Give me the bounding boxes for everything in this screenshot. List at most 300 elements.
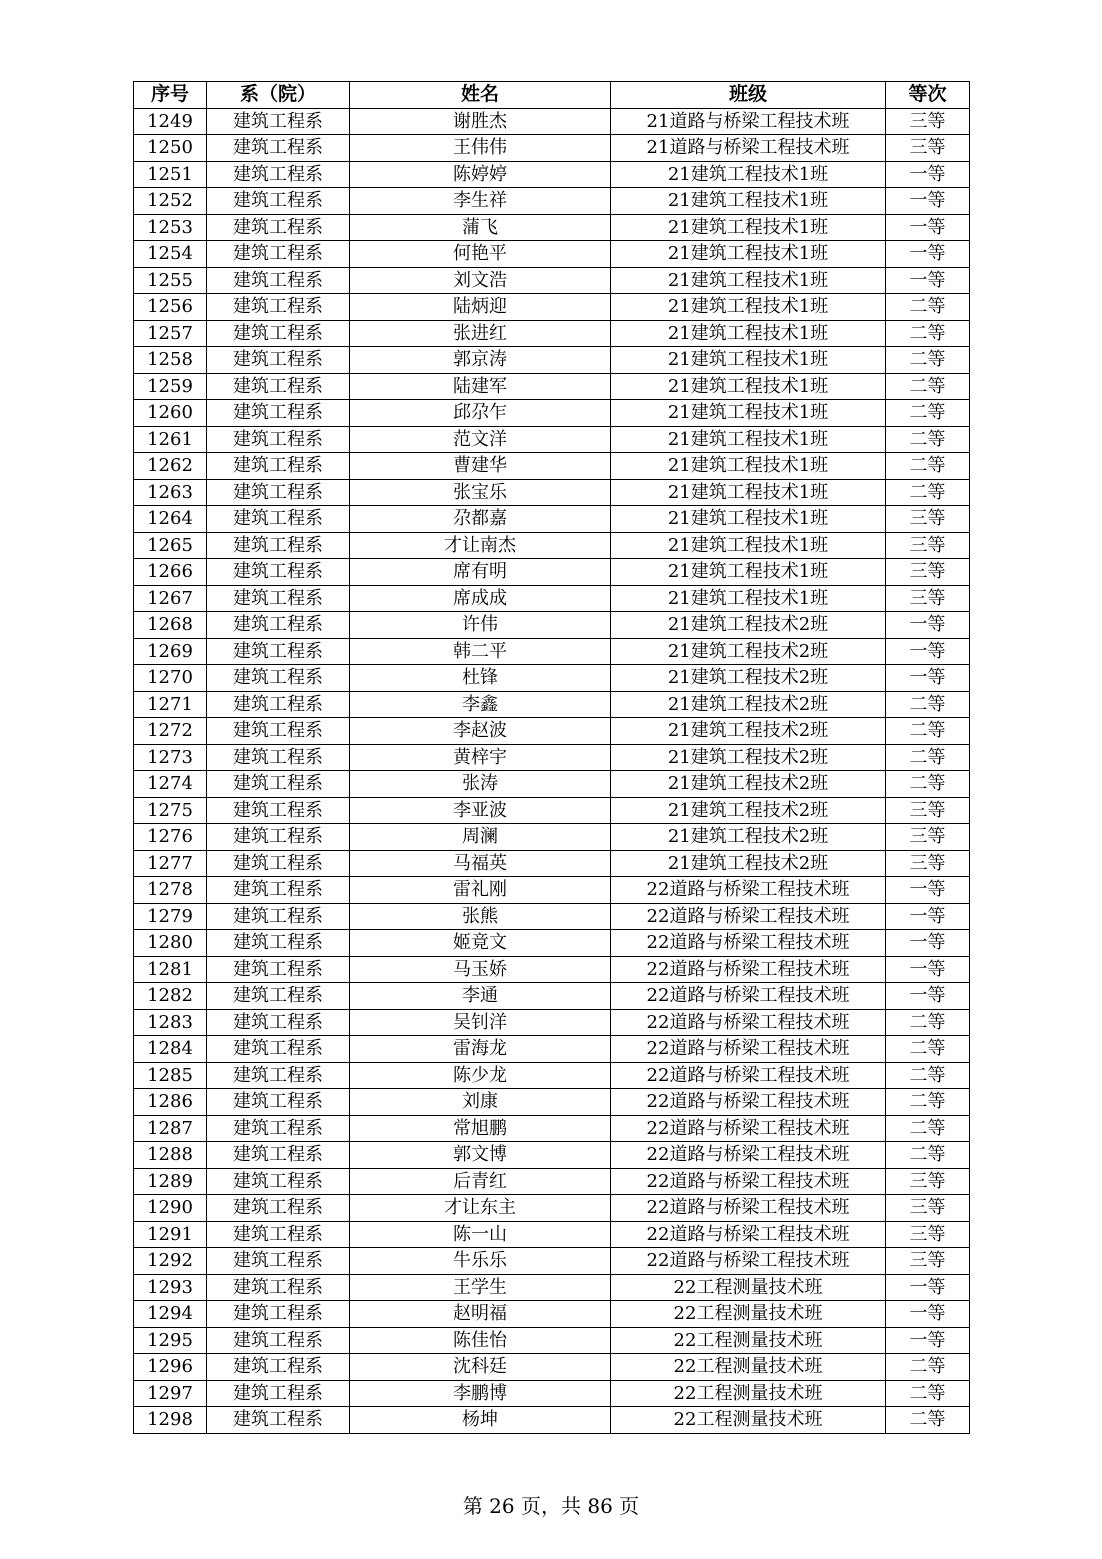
serial-number-cell: 1270 [134,665,207,692]
class-cell: 22道路与桥梁工程技术班 [611,1168,886,1195]
serial-number-cell: 1254 [134,241,207,268]
table-row [134,1248,970,1275]
department-cell: 建筑工程系 [207,1142,350,1169]
grade-cell: 三等 [886,1248,970,1275]
table-row [134,850,970,877]
table-row [134,1274,970,1301]
serial-number-cell: 1286 [134,1089,207,1116]
name-cell: 李鹏博 [350,1380,611,1407]
serial-number-cell: 1272 [134,718,207,745]
class-cell: 22道路与桥梁工程技术班 [611,1221,886,1248]
table-row [134,532,970,559]
grade-cell: 三等 [886,850,970,877]
grade-cell: 二等 [886,1009,970,1036]
table-row [134,797,970,824]
grade-cell: 一等 [886,241,970,268]
department-cell: 建筑工程系 [207,850,350,877]
table-row [134,373,970,400]
class-cell: 21建筑工程技术2班 [611,744,886,771]
serial-number-cell: 1293 [134,1274,207,1301]
department-cell: 建筑工程系 [207,1221,350,1248]
class-cell: 21建筑工程技术1班 [611,373,886,400]
serial-number-cell: 1289 [134,1168,207,1195]
department-cell: 建筑工程系 [207,1274,350,1301]
grade-cell: 一等 [886,930,970,957]
grade-cell: 二等 [886,1115,970,1142]
grade-cell: 二等 [886,1380,970,1407]
table-row [134,161,970,188]
class-cell: 22工程测量技术班 [611,1327,886,1354]
page-number-footer: 第 26 页，共 86 页 [462,1494,640,1518]
grade-cell: 二等 [886,479,970,506]
department-cell: 建筑工程系 [207,1009,350,1036]
class-cell: 21建筑工程技术1班 [611,426,886,453]
table-row [134,294,970,321]
department-cell: 建筑工程系 [207,744,350,771]
table-row [134,585,970,612]
serial-number-cell: 1249 [134,108,207,135]
name-cell: 赵明福 [350,1301,611,1328]
serial-number-cell: 1290 [134,1195,207,1222]
serial-number-cell: 1264 [134,506,207,533]
class-cell: 22道路与桥梁工程技术班 [611,983,886,1010]
department-cell: 建筑工程系 [207,188,350,215]
class-cell: 21建筑工程技术2班 [611,797,886,824]
class-cell: 22道路与桥梁工程技术班 [611,956,886,983]
name-cell: 陈佳怡 [350,1327,611,1354]
serial-number-cell: 1273 [134,744,207,771]
serial-number-cell: 1252 [134,188,207,215]
serial-number-cell: 1287 [134,1115,207,1142]
serial-number-cell: 1278 [134,877,207,904]
name-cell: 周澜 [350,824,611,851]
name-cell: 杜锋 [350,665,611,692]
table-row [134,479,970,506]
department-cell: 建筑工程系 [207,161,350,188]
serial-number-cell: 1261 [134,426,207,453]
name-cell: 常旭鹏 [350,1115,611,1142]
class-cell: 21建筑工程技术1班 [611,400,886,427]
class-cell: 21道路与桥梁工程技术班 [611,108,886,135]
name-cell: 李通 [350,983,611,1010]
department-cell: 建筑工程系 [207,691,350,718]
grade-cell: 二等 [886,1062,970,1089]
serial-number-cell: 1281 [134,956,207,983]
class-cell: 21建筑工程技术1班 [611,479,886,506]
department-cell: 建筑工程系 [207,506,350,533]
department-cell: 建筑工程系 [207,373,350,400]
department-cell: 建筑工程系 [207,1327,350,1354]
name-cell: 陈少龙 [350,1062,611,1089]
table-header-row [134,82,970,109]
class-cell: 22道路与桥梁工程技术班 [611,930,886,957]
class-cell: 21建筑工程技术1班 [611,506,886,533]
department-cell: 建筑工程系 [207,1089,350,1116]
grade-cell: 二等 [886,771,970,798]
serial-number-cell: 1259 [134,373,207,400]
serial-number-cell: 1251 [134,161,207,188]
class-cell: 22道路与桥梁工程技术班 [611,1036,886,1063]
grade-cell: 二等 [886,744,970,771]
name-cell: 席成成 [350,585,611,612]
serial-number-cell: 1255 [134,267,207,294]
name-cell: 曹建华 [350,453,611,480]
serial-number-cell: 1269 [134,638,207,665]
department-cell: 建筑工程系 [207,718,350,745]
grade-cell: 一等 [886,638,970,665]
header-grade: 等次 [886,82,970,109]
name-cell: 郭文博 [350,1142,611,1169]
name-cell: 李赵波 [350,718,611,745]
table-row [134,135,970,162]
department-cell: 建筑工程系 [207,1407,350,1434]
serial-number-cell: 1271 [134,691,207,718]
table-row [134,347,970,374]
grade-cell: 三等 [886,135,970,162]
name-cell: 张进红 [350,320,611,347]
grade-cell: 二等 [886,1354,970,1381]
name-cell: 许伟 [350,612,611,639]
name-cell: 沈科廷 [350,1354,611,1381]
table-body [134,108,970,1433]
class-cell: 22工程测量技术班 [611,1380,886,1407]
grade-cell: 二等 [886,1089,970,1116]
department-cell: 建筑工程系 [207,877,350,904]
class-cell: 22道路与桥梁工程技术班 [611,1248,886,1275]
table-row [134,1327,970,1354]
serial-number-cell: 1294 [134,1301,207,1328]
department-cell: 建筑工程系 [207,1115,350,1142]
grade-cell: 二等 [886,691,970,718]
table-row [134,665,970,692]
name-cell: 牛乐乐 [350,1248,611,1275]
serial-number-cell: 1292 [134,1248,207,1275]
serial-number-cell: 1282 [134,983,207,1010]
name-cell: 席有明 [350,559,611,586]
grade-cell: 三等 [886,108,970,135]
department-cell: 建筑工程系 [207,453,350,480]
header-class: 班级 [611,82,886,109]
name-cell: 蒲飞 [350,214,611,241]
class-cell: 21建筑工程技术1班 [611,294,886,321]
department-cell: 建筑工程系 [207,347,350,374]
department-cell: 建筑工程系 [207,930,350,957]
name-cell: 王学生 [350,1274,611,1301]
department-cell: 建筑工程系 [207,241,350,268]
grade-cell: 一等 [886,214,970,241]
department-cell: 建筑工程系 [207,1248,350,1275]
department-cell: 建筑工程系 [207,320,350,347]
class-cell: 21建筑工程技术2班 [611,771,886,798]
serial-number-cell: 1277 [134,850,207,877]
grade-cell: 二等 [886,426,970,453]
name-cell: 张涛 [350,771,611,798]
table-row [134,1036,970,1063]
class-cell: 22道路与桥梁工程技术班 [611,1089,886,1116]
name-cell: 后青红 [350,1168,611,1195]
table-row [134,400,970,427]
department-cell: 建筑工程系 [207,267,350,294]
table-row [134,638,970,665]
name-cell: 黄梓宇 [350,744,611,771]
class-cell: 21建筑工程技术1班 [611,214,886,241]
class-cell: 21建筑工程技术2班 [611,691,886,718]
class-cell: 22道路与桥梁工程技术班 [611,1142,886,1169]
header-name: 姓名 [350,82,611,109]
table-row [134,214,970,241]
department-cell: 建筑工程系 [207,638,350,665]
grade-cell: 一等 [886,1301,970,1328]
name-cell: 何艳平 [350,241,611,268]
department-cell: 建筑工程系 [207,479,350,506]
name-cell: 刘康 [350,1089,611,1116]
table-row [134,983,970,1010]
grade-cell: 二等 [886,320,970,347]
department-cell: 建筑工程系 [207,1195,350,1222]
serial-number-cell: 1250 [134,135,207,162]
table-row [134,1407,970,1434]
serial-number-cell: 1258 [134,347,207,374]
table-row [134,771,970,798]
serial-number-cell: 1284 [134,1036,207,1063]
department-cell: 建筑工程系 [207,585,350,612]
table-row [134,691,970,718]
table-row [134,956,970,983]
grade-cell: 二等 [886,718,970,745]
grade-cell: 二等 [886,1036,970,1063]
table-row [134,718,970,745]
table-row [134,903,970,930]
name-cell: 才让东主 [350,1195,611,1222]
class-cell: 22道路与桥梁工程技术班 [611,1009,886,1036]
serial-number-cell: 1280 [134,930,207,957]
name-cell: 谢胜杰 [350,108,611,135]
serial-number-cell: 1256 [134,294,207,321]
name-cell: 郭京涛 [350,347,611,374]
name-cell: 马福英 [350,850,611,877]
grade-cell: 一等 [886,1327,970,1354]
table-row [134,1168,970,1195]
class-cell: 21建筑工程技术1班 [611,347,886,374]
name-cell: 李鑫 [350,691,611,718]
table-row [134,612,970,639]
department-cell: 建筑工程系 [207,665,350,692]
serial-number-cell: 1262 [134,453,207,480]
grade-cell: 一等 [886,665,970,692]
grade-cell: 三等 [886,585,970,612]
table-row [134,1009,970,1036]
department-cell: 建筑工程系 [207,1062,350,1089]
class-cell: 21建筑工程技术2班 [611,824,886,851]
grade-cell: 一等 [886,983,970,1010]
grade-cell: 二等 [886,1407,970,1434]
serial-number-cell: 1297 [134,1380,207,1407]
table-row [134,1115,970,1142]
grade-cell: 一等 [886,903,970,930]
department-cell: 建筑工程系 [207,983,350,1010]
table-row [134,1089,970,1116]
table-row [134,506,970,533]
table-row [134,930,970,957]
name-cell: 王伟伟 [350,135,611,162]
grade-cell: 三等 [886,506,970,533]
name-cell: 李生祥 [350,188,611,215]
department-cell: 建筑工程系 [207,824,350,851]
name-cell: 姬竟文 [350,930,611,957]
serial-number-cell: 1288 [134,1142,207,1169]
class-cell: 21建筑工程技术1班 [611,559,886,586]
table-row [134,1354,970,1381]
grade-cell: 二等 [886,294,970,321]
name-cell: 陆炳迎 [350,294,611,321]
table-row [134,1142,970,1169]
name-cell: 尕都嘉 [350,506,611,533]
grade-cell: 一等 [886,267,970,294]
department-cell: 建筑工程系 [207,294,350,321]
class-cell: 22工程测量技术班 [611,1407,886,1434]
class-cell: 21建筑工程技术2班 [611,850,886,877]
class-cell: 21建筑工程技术1班 [611,453,886,480]
table-row [134,824,970,851]
class-cell: 22工程测量技术班 [611,1274,886,1301]
class-cell: 21建筑工程技术2班 [611,718,886,745]
grade-cell: 一等 [886,956,970,983]
grade-cell: 三等 [886,559,970,586]
class-cell: 21建筑工程技术2班 [611,638,886,665]
department-cell: 建筑工程系 [207,612,350,639]
grade-cell: 二等 [886,400,970,427]
department-cell: 建筑工程系 [207,214,350,241]
class-cell: 21建筑工程技术2班 [611,665,886,692]
class-cell: 21建筑工程技术1班 [611,320,886,347]
department-cell: 建筑工程系 [207,797,350,824]
header-serial-number: 序号 [134,82,207,109]
serial-number-cell: 1275 [134,797,207,824]
grade-cell: 一等 [886,877,970,904]
name-cell: 陈婷婷 [350,161,611,188]
class-cell: 21建筑工程技术1班 [611,241,886,268]
department-cell: 建筑工程系 [207,108,350,135]
serial-number-cell: 1257 [134,320,207,347]
serial-number-cell: 1268 [134,612,207,639]
serial-number-cell: 1263 [134,479,207,506]
name-cell: 马玉娇 [350,956,611,983]
name-cell: 雷海龙 [350,1036,611,1063]
class-cell: 22道路与桥梁工程技术班 [611,903,886,930]
grade-cell: 二等 [886,373,970,400]
department-cell: 建筑工程系 [207,1354,350,1381]
serial-number-cell: 1285 [134,1062,207,1089]
serial-number-cell: 1283 [134,1009,207,1036]
name-cell: 张宝乐 [350,479,611,506]
serial-number-cell: 1279 [134,903,207,930]
serial-number-cell: 1265 [134,532,207,559]
department-cell: 建筑工程系 [207,771,350,798]
class-cell: 22道路与桥梁工程技术班 [611,1115,886,1142]
department-cell: 建筑工程系 [207,426,350,453]
grade-cell: 一等 [886,612,970,639]
table-row [134,1221,970,1248]
department-cell: 建筑工程系 [207,135,350,162]
department-cell: 建筑工程系 [207,559,350,586]
class-cell: 21建筑工程技术1班 [611,267,886,294]
serial-number-cell: 1291 [134,1221,207,1248]
grade-cell: 三等 [886,824,970,851]
table-row [134,267,970,294]
serial-number-cell: 1295 [134,1327,207,1354]
table-row [134,453,970,480]
serial-number-cell: 1274 [134,771,207,798]
name-cell: 雷礼刚 [350,877,611,904]
name-cell: 张熊 [350,903,611,930]
grade-cell: 三等 [886,532,970,559]
name-cell: 杨坤 [350,1407,611,1434]
grade-cell: 一等 [886,1274,970,1301]
table-row [134,1380,970,1407]
grade-cell: 二等 [886,1142,970,1169]
department-cell: 建筑工程系 [207,400,350,427]
serial-number-cell: 1296 [134,1354,207,1381]
table-row [134,1195,970,1222]
table-row [134,108,970,135]
class-cell: 21建筑工程技术2班 [611,612,886,639]
class-cell: 21建筑工程技术1班 [611,188,886,215]
class-cell: 22道路与桥梁工程技术班 [611,1195,886,1222]
grade-cell: 一等 [886,161,970,188]
table-row [134,241,970,268]
award-roster-table [133,81,970,1434]
table-row [134,188,970,215]
class-cell: 21建筑工程技术1班 [611,161,886,188]
name-cell: 李亚波 [350,797,611,824]
grade-cell: 二等 [886,453,970,480]
serial-number-cell: 1260 [134,400,207,427]
name-cell: 陆建军 [350,373,611,400]
header-department: 系（院） [207,82,350,109]
department-cell: 建筑工程系 [207,903,350,930]
table-row [134,744,970,771]
table-row [134,426,970,453]
department-cell: 建筑工程系 [207,532,350,559]
class-cell: 21道路与桥梁工程技术班 [611,135,886,162]
table-row [134,1301,970,1328]
department-cell: 建筑工程系 [207,1036,350,1063]
table-row [134,320,970,347]
table-row [134,559,970,586]
department-cell: 建筑工程系 [207,1168,350,1195]
class-cell: 22道路与桥梁工程技术班 [611,877,886,904]
name-cell: 才让南杰 [350,532,611,559]
name-cell: 范文洋 [350,426,611,453]
class-cell: 22工程测量技术班 [611,1301,886,1328]
serial-number-cell: 1298 [134,1407,207,1434]
serial-number-cell: 1253 [134,214,207,241]
table-row [134,877,970,904]
table-row [134,1062,970,1089]
name-cell: 刘文浩 [350,267,611,294]
class-cell: 22工程测量技术班 [611,1354,886,1381]
name-cell: 陈一山 [350,1221,611,1248]
class-cell: 21建筑工程技术1班 [611,585,886,612]
department-cell: 建筑工程系 [207,1301,350,1328]
class-cell: 21建筑工程技术1班 [611,532,886,559]
serial-number-cell: 1266 [134,559,207,586]
grade-cell: 三等 [886,797,970,824]
grade-cell: 三等 [886,1168,970,1195]
department-cell: 建筑工程系 [207,956,350,983]
department-cell: 建筑工程系 [207,1380,350,1407]
grade-cell: 三等 [886,1221,970,1248]
